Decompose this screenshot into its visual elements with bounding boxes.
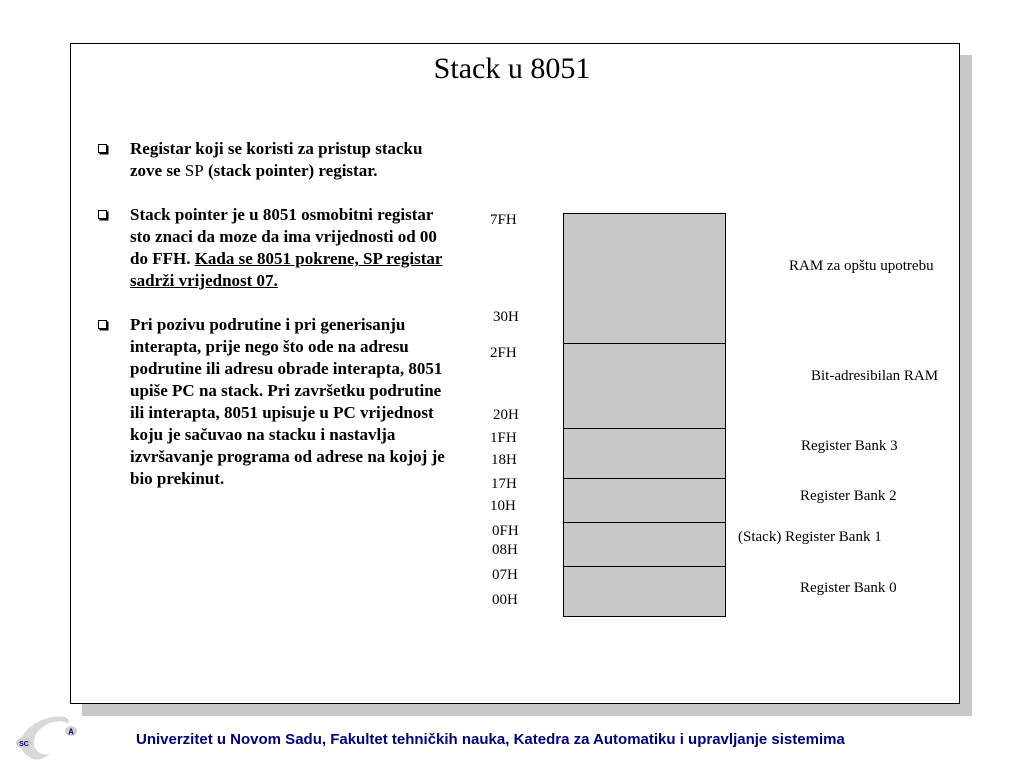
region-label-general-ram: RAM za opštu upotrebu	[789, 258, 934, 274]
memory-block-bank-3	[563, 428, 726, 479]
bullet-text: Stack pointer je u 8051 osmobitni registar sto znaci da moze da ima vrijednosti od 00 do FFH.	[130, 205, 437, 268]
bullet-text: Pri pozivu podrutine i pri generisanju interapta, prije nego što ode na adresu podrutine ili adresu obrade interapta, 8051 upiše PC na stack. Pri završetku podrutine ili interapta, 8051 upisuje u PC vrijednost koju je sačuvao na stacku i nastavlja izvršavanje programa od adrese na kojoj je bio prekinut.	[130, 315, 445, 488]
bullet-text: Registar koji se koristi za pristup stacku zove se	[130, 139, 423, 180]
bullet-item	[96, 204, 458, 292]
university-logo-icon	[10, 708, 80, 764]
checkbox-bullet-icon	[98, 144, 107, 153]
bullet-text-underlined: Kada se 8051 pokrene, SP registar sadrži vrijednost 07.	[130, 249, 443, 290]
address-label: 00H	[492, 592, 518, 608]
address-label: 18H	[491, 452, 517, 468]
memory-block-bank-2	[563, 478, 726, 523]
address-label: 1FH	[490, 430, 517, 446]
region-label-bank-0: Register Bank 0	[800, 580, 897, 596]
region-label-bit-addressable: Bit-adresibilan RAM	[811, 368, 939, 384]
bullet-list	[96, 138, 458, 512]
region-label-bank-1: (Stack) Register Bank 1	[738, 529, 882, 545]
address-label: 08H	[492, 542, 518, 558]
bullet-text-sp: SP	[184, 161, 204, 180]
bullet-item	[96, 314, 458, 490]
address-label: 20H	[493, 407, 519, 423]
logo-letter-a: A	[68, 727, 74, 737]
address-label: 30H	[493, 309, 519, 325]
memory-block-bit-addressable	[563, 343, 726, 429]
memory-block-general-ram	[563, 213, 726, 344]
bullet-text: (stack pointer) registar.	[203, 161, 378, 180]
address-label: 17H	[491, 476, 517, 492]
bullet-item	[96, 138, 458, 182]
memory-block-bank-1	[563, 522, 726, 567]
region-label-bank-2: Register Bank 2	[800, 488, 897, 504]
address-label: 10H	[490, 498, 516, 514]
checkbox-bullet-icon	[98, 210, 107, 219]
address-label: 2FH	[490, 345, 517, 361]
checkbox-bullet-icon	[98, 320, 107, 329]
slide-title: Stack u 8051	[433, 52, 591, 85]
address-label: 7FH	[490, 212, 517, 228]
region-label-bank-3: Register Bank 3	[801, 438, 898, 454]
memory-block-bank-0	[563, 566, 726, 617]
address-label: 0FH	[492, 523, 519, 539]
logo-letters-sc: SC	[19, 741, 29, 748]
address-label: 07H	[492, 567, 518, 583]
footer-institution: Univerzitet u Novom Sadu, Fakultet tehničkih nauka, Katedra za Automatiku i upravljanje sistemima	[136, 731, 845, 748]
